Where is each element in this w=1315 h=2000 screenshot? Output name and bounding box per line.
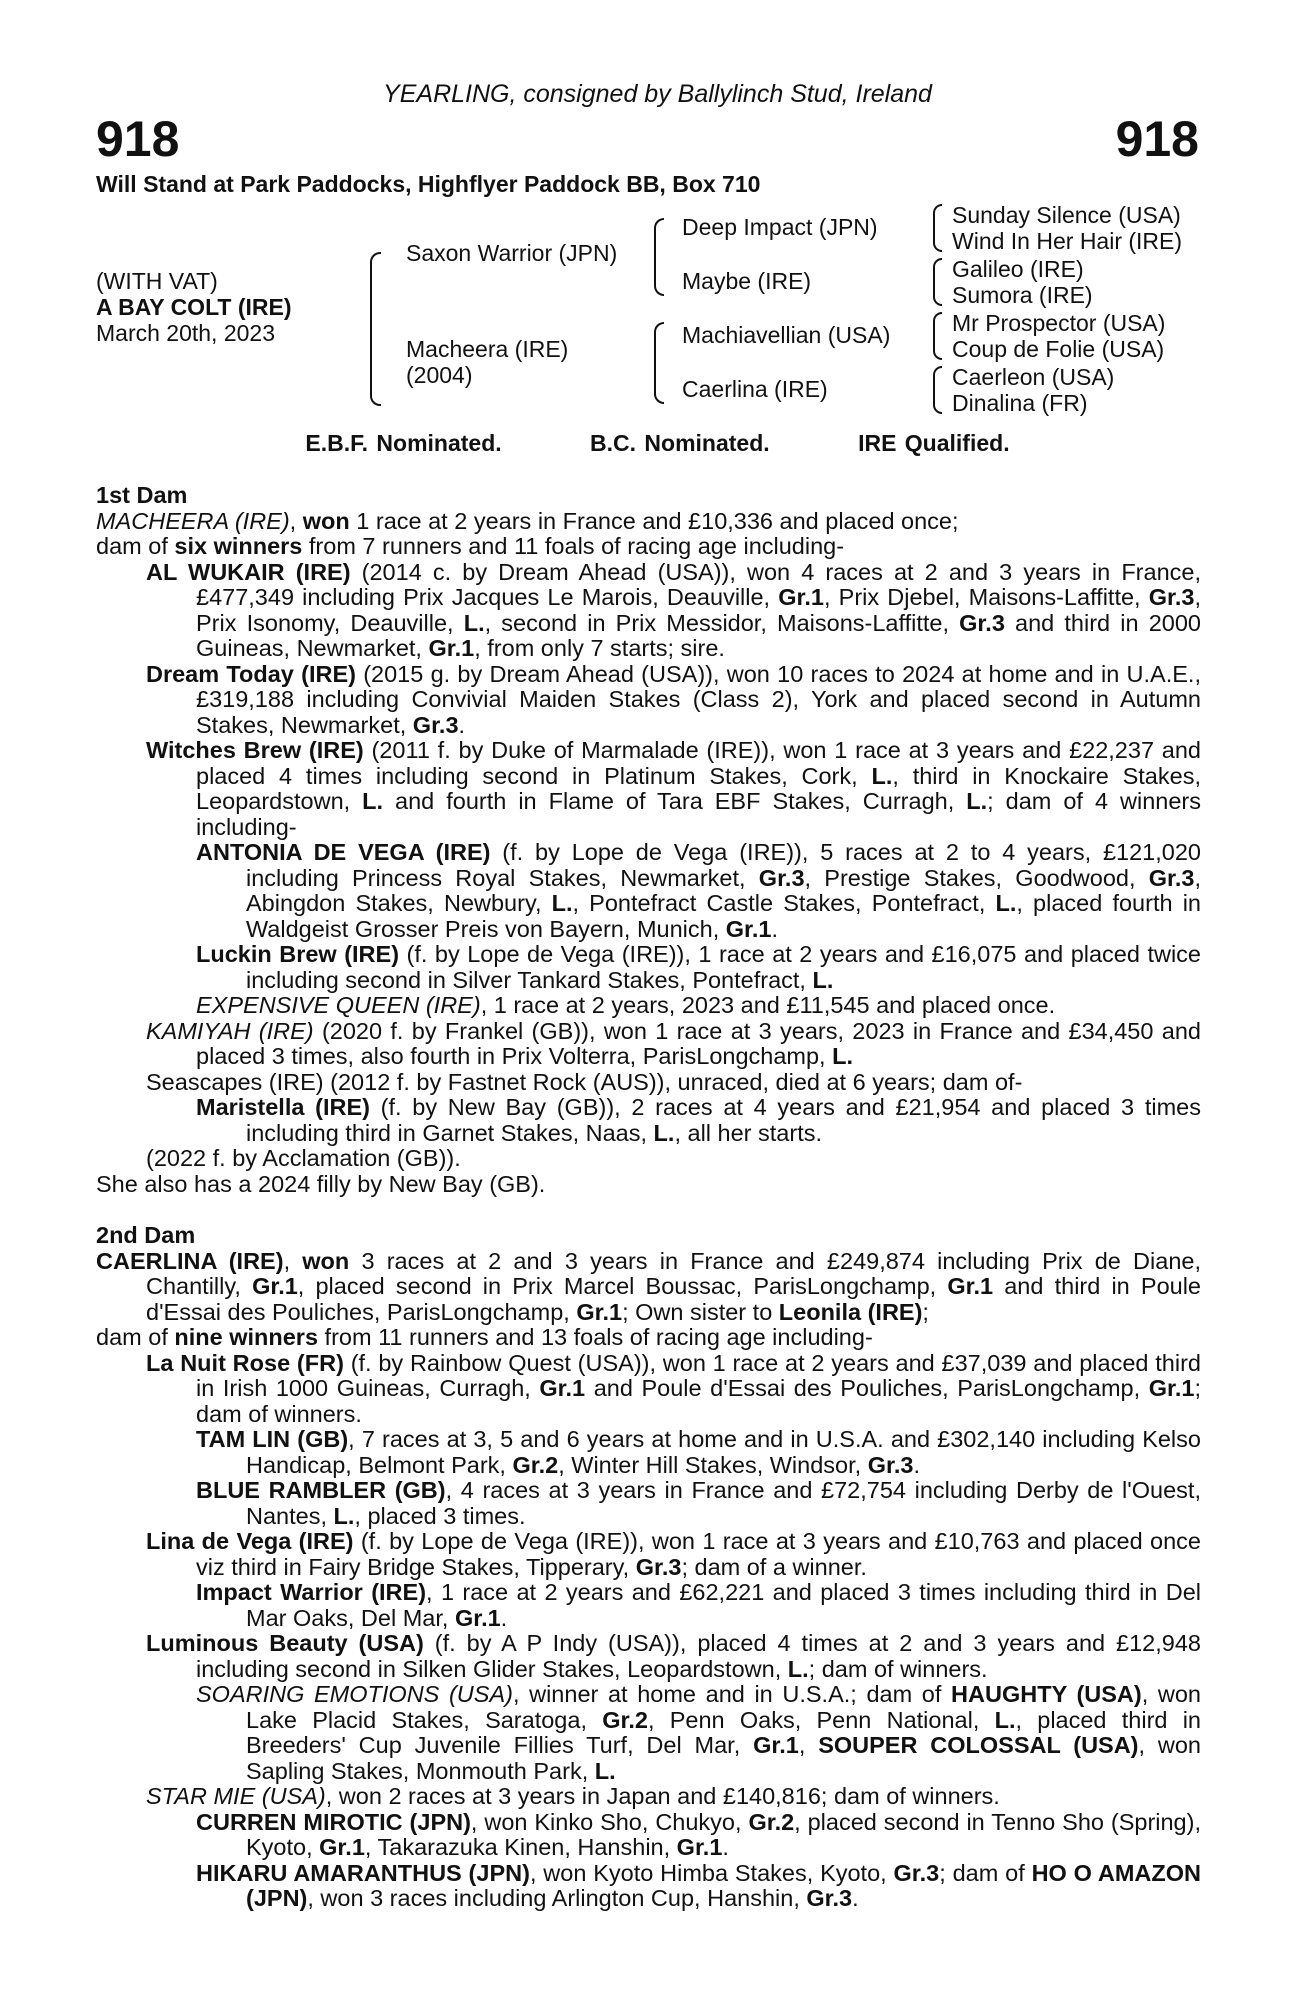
italic-text: SOARING EMOTIONS (USA) (196, 1681, 513, 1707)
text-run: Seascapes (IRE) (2012 f. by Fastnet Rock (AUS)), unraced, died at 6 years; dam of- (146, 1068, 1023, 1095)
text-run: (f. by Lope de Vega (IRE)), 5 races at 2 to 4 years, £121,020 including Princess Royal Stakes, Newmarket, (246, 839, 1201, 891)
ggp-3: Galileo (IRE) (952, 256, 1084, 282)
text-run: , 1 race at 2 years and £62,221 and placed 3 times including third in Del Mar Oaks, Del Mar, (246, 1579, 1201, 1631)
produce-entry (96, 738, 1201, 840)
bold-text: Gr.1 (252, 1273, 298, 1299)
produce-entry (96, 1529, 1201, 1580)
bold-text: Luminous Beauty (USA) (146, 1630, 424, 1656)
lot-number-right: 918 (1115, 111, 1199, 167)
text-run: , (289, 507, 303, 534)
text-run: , won Lake Placid Stakes, Saratoga, (246, 1681, 1201, 1733)
text-run: , won 3 races including Arlington Cup, Hanshin, (307, 1885, 807, 1911)
bold-text: AL WUKAIR (IRE) (146, 558, 351, 585)
text-run: , Abingdon Stakes, Newbury, (246, 864, 1201, 916)
bold-text: L. (966, 788, 988, 814)
text-run: She also has a 2024 filly by New Bay (GB). (96, 1170, 546, 1197)
grand-produce-entry (96, 1580, 1201, 1631)
bold-text: HAUGHTY (USA) (951, 1681, 1142, 1707)
text-run: ; Own sister to (622, 1298, 779, 1325)
bold-text: Luckin Brew (IRE) (196, 941, 400, 967)
italic-text: STAR MIE (USA) (146, 1783, 326, 1809)
text-run: , Prix Djebel, Maisons-Laffitte, (823, 584, 1149, 610)
bold-text: Gr.3 (1148, 584, 1195, 610)
grand-produce-entry (96, 840, 1201, 942)
bold-text: Gr.3 (412, 711, 459, 738)
text-run: , second in Prix Messidor, Maisons-Laffitte, (484, 609, 960, 636)
ggp-brace-3 (933, 312, 942, 360)
grand-produce-entry (96, 1478, 1201, 1529)
bold-text: L. (333, 1502, 355, 1529)
text-run: and fourth in Flame of Tara EBF Stakes, Curragh, (383, 788, 967, 814)
bold-text: nine winners (174, 1324, 319, 1350)
bold-text: L. (653, 1119, 675, 1146)
bold-text: ANTONIA DE VEGA (IRE) (196, 839, 491, 865)
text-run: , won Kinko Sho, Chukyo, (470, 1808, 749, 1835)
text-run: , from only 7 starts; sire. (474, 635, 725, 661)
bold-text: Gr.1 (319, 1834, 365, 1860)
grand-produce-entry (96, 1095, 1201, 1146)
text-run: , placed third in Breeders' Cup Juvenile Fillies Turf, Del Mar, (246, 1706, 1201, 1758)
text-run: ; dam of (939, 1859, 1032, 1886)
text-run: from 7 runners and 11 foals of racing age including- (302, 533, 845, 559)
ebf-nomination: E.B.F. Nominated. (305, 430, 502, 456)
text-run: (f. by Lope de Vega (IRE)), won 1 race at 3 years and £10,763 and placed once viz third in Fairy Bridge Stakes, Tipperary, (196, 1528, 1201, 1580)
bold-text: HIKARU AMARANTHUS (JPN) (196, 1859, 530, 1886)
pedigree-brace (370, 252, 381, 406)
lot-number-left: 918 (96, 111, 180, 167)
bold-text: HO O AMAZON (JPN) (246, 1859, 1202, 1911)
italic-text: EXPENSIVE QUEEN (IRE) (196, 992, 481, 1018)
text-run: ; (922, 1298, 929, 1325)
bold-text: Lina de Vega (IRE) (146, 1528, 354, 1554)
text-run: (2011 f. by Duke of Marmalade (IRE)), won 1 race at 3 years and £22,237 and placed 4 times including second in Platinum Stakes, Cork, (196, 737, 1202, 789)
bold-text: Gr.3 (635, 1553, 682, 1580)
bold-text: Gr.3 (867, 1451, 914, 1478)
grand-produce-entry (96, 1861, 1201, 1912)
second-dam-produce-summary (96, 1325, 1201, 1351)
stand-location: Will Stand at Park Paddocks, Highflyer Paddock BB, Box 710 (96, 171, 761, 197)
dam-brace (654, 322, 664, 404)
text-run: , Prix Isonomy, Deauville, (196, 584, 1202, 636)
text-run: , Takarazuka Kinen, Hanshin, (364, 1834, 677, 1860)
bold-text: L. (362, 788, 384, 814)
text-run: (2014 c. by Dream Ahead (USA)), won 4 races at 2 and 3 years in France, £477,349 including Prix Jacques Le Marois, Deauville, (196, 558, 1201, 610)
text-run: (f. by New Bay (GB)), 2 races at 4 years and £21,954 and placed 3 times including third in Garnet Stakes, Naas, (246, 1094, 1201, 1146)
dam-year: (2004) (406, 362, 473, 388)
bold-text: L. (463, 609, 485, 636)
bold-text: CURREN MIROTIC (JPN) (196, 1808, 471, 1835)
text-run: , all her starts. (674, 1119, 823, 1146)
bold-text: Gr.2 (748, 1808, 795, 1835)
text-run: , Penn Oaks, Penn National, (647, 1706, 995, 1733)
italic-text: MACHEERA (IRE) (96, 507, 290, 534)
catalogue-body (96, 483, 1201, 1912)
bold-text: CAERLINA (IRE) (96, 1247, 284, 1274)
produce-entry (96, 1146, 1201, 1172)
nominations (0, 430, 1315, 457)
bold-text: Gr.3 (893, 1859, 940, 1886)
bold-text: Leonila (IRE) (778, 1298, 923, 1325)
text-run: , Prestige Stakes, Goodwood, (804, 864, 1149, 891)
text-run: (f. by Rainbow Quest (USA)), won 1 race at 2 years and £37,039 and placed third in Irish 1000 Guineas, Curragh, (196, 1349, 1201, 1401)
text-run: , winner at home and in U.S.A.; dam of (512, 1681, 952, 1707)
produce-entry (96, 1631, 1201, 1682)
horse-name: A BAY COLT (IRE) (96, 294, 292, 320)
bold-text: L. (994, 1706, 1016, 1733)
text-run: , won 2 races at 3 years in Japan and £140,816; dam of winners. (325, 1783, 1000, 1809)
bold-text: Gr.1 (753, 1732, 799, 1758)
bold-text: L. (871, 762, 893, 789)
bold-text: L. (812, 966, 834, 993)
bold-text: La Nuit Rose (FR) (146, 1349, 344, 1376)
bold-text: Gr.1 (947, 1273, 994, 1299)
produce-entry (96, 1019, 1201, 1070)
text-run: . (913, 1451, 920, 1478)
produce-entry (96, 1070, 1201, 1096)
second-dam-heading: 2nd Dam (96, 1222, 196, 1248)
italic-text: KAMIYAH (IRE) (146, 1017, 314, 1044)
text-run: . (500, 1604, 508, 1631)
text-run: 1 race at 2 years in France and £10,336 and placed once; (349, 507, 959, 534)
text-run: , 1 race at 2 years, 2023 and £11,545 and placed once. (480, 992, 1056, 1018)
ggp-8: Dinalina (FR) (952, 390, 1088, 416)
text-run: (2022 f. by Acclamation (GB)). (146, 1145, 461, 1171)
bold-text: Impact Warrior (IRE) (196, 1579, 427, 1605)
text-run: , placed second in Tenno Sho (Spring), Kyoto, (246, 1808, 1201, 1860)
text-run: , (798, 1732, 819, 1758)
text-run: ; dam of a winner. (681, 1553, 867, 1580)
text-run: (f. by A P Indy (USA)), placed 4 times at 2 and 3 years and £12,948 including second in Silken Glider Stakes, Leopardstown, (196, 1630, 1201, 1682)
bold-text: Gr.3 (758, 864, 805, 891)
text-run: , 4 races at 3 years in France and £72,754 including Derby de l'Ouest, Nantes, (246, 1477, 1201, 1529)
ggp-brace-2 (933, 258, 942, 306)
bold-text: L. (594, 1757, 616, 1784)
second-dam-record (96, 1249, 1201, 1326)
vat-note: (WITH VAT) (96, 268, 218, 294)
text-run: and third in Poule d'Essai des Pouliches, ParisLongchamp, (146, 1273, 1202, 1325)
ire-qualified: IRE Qualified. (858, 430, 1010, 456)
first-dam-heading: 1st Dam (96, 482, 188, 508)
bold-text: Gr.3 (806, 1885, 853, 1911)
produce-note (96, 1172, 1201, 1198)
grand-produce-entry (96, 1682, 1201, 1784)
ggp-5: Mr Prospector (USA) (952, 310, 1166, 336)
bold-text: Witches Brew (IRE) (146, 737, 364, 763)
bc-nomination: B.C. Nominated. (590, 430, 770, 456)
bold-text: Gr.3 (1148, 864, 1195, 891)
ggp-2: Wind In Her Hair (IRE) (952, 228, 1183, 254)
sire-dam: Maybe (IRE) (682, 268, 812, 294)
text-run: ; dam of winners. (808, 1655, 988, 1682)
text-run: dam of (96, 1324, 175, 1350)
text-run: , placed fourth in Waldgeist Grosser Preis von Bayern, Munich, (246, 890, 1201, 942)
grand-produce-entry (96, 1427, 1201, 1478)
grand-produce-entry (96, 1810, 1201, 1861)
text-run: 3 races at 2 and 3 years in France and £249,874 including Prix de Diane, Chantilly, (146, 1247, 1201, 1299)
ggp-brace-4 (933, 366, 942, 414)
sire-sire: Deep Impact (JPN) (682, 214, 878, 240)
text-run: , Winter Hill Stakes, Windsor, (558, 1451, 868, 1478)
ggp-1: Sunday Silence (USA) (952, 202, 1181, 228)
bold-text: Gr.2 (512, 1451, 559, 1478)
bold-text: six winners (174, 533, 303, 559)
bold-text: L. (787, 1655, 809, 1682)
bold-text: TAM LIN (GB) (196, 1426, 349, 1452)
text-run: . (771, 915, 779, 942)
ggp-7: Caerleon (USA) (952, 364, 1115, 390)
grand-produce-entry (96, 993, 1201, 1019)
bold-text: Gr.1 (725, 915, 772, 942)
text-run: . (852, 1885, 859, 1911)
sire-brace (654, 218, 664, 296)
ggp-brace-1 (933, 204, 942, 252)
bold-text: Maristella (IRE) (196, 1094, 370, 1120)
bold-text: Gr.1 (778, 584, 824, 610)
ggp-4: Sumora (IRE) (952, 282, 1093, 308)
bold-text: Gr.1 (539, 1375, 586, 1401)
text-run: and Poule d'Essai des Pouliches, ParisLongchamp, (585, 1375, 1149, 1401)
bold-text: Gr.1 (454, 1604, 501, 1631)
bold-text: BLUE RAMBLER (GB) (196, 1477, 446, 1503)
dam-dam: Caerlina (IRE) (682, 376, 828, 402)
text-run: , third in Knockaire Stakes, Leopardstown, (196, 762, 1201, 814)
produce-entry (96, 1351, 1201, 1428)
foaling-date: March 20th, 2023 (96, 320, 276, 346)
text-run: , placed 3 times. (354, 1502, 526, 1529)
text-run: (2015 g. by Dream Ahead (USA)), won 10 races to 2024 at home and in U.A.E., £319,188 including Convivial Maiden Stakes (Class 2), York and placed second in Autumn Stakes, Newmarket, (196, 660, 1201, 738)
bold-text: Gr.1 (576, 1298, 623, 1325)
text-run: , (283, 1247, 303, 1274)
first-dam-produce-summary (96, 534, 1201, 560)
bold-text: L. (551, 890, 573, 916)
text-run: from 11 runners and 13 foals of racing age including- (318, 1324, 873, 1350)
text-run: ; dam of 4 winners including- (196, 788, 1201, 840)
text-run: (f. by Lope de Vega (IRE)), 1 race at 2 years and £16,075 and placed twice including second in Silver Tankard Stakes, Pontefract, (246, 941, 1201, 993)
text-run: , won Kyoto Himba Stakes, Kyoto, (529, 1859, 894, 1886)
bold-text: Gr.1 (676, 1834, 723, 1860)
text-run: , placed second in Prix Marcel Boussac, ParisLongchamp, (297, 1273, 948, 1299)
sire: Saxon Warrior (JPN) (406, 240, 618, 266)
bold-text: Gr.3 (959, 609, 1005, 636)
bold-text: Gr.1 (1148, 1375, 1195, 1401)
first-dam-record (96, 509, 1201, 535)
bold-text: won (302, 507, 350, 534)
produce-entry (96, 662, 1201, 739)
produce-entry (96, 560, 1201, 662)
ggp-6: Coup de Folie (USA) (952, 336, 1165, 362)
dam: Macheera (IRE) (406, 336, 569, 362)
bold-text: SOUPER COLOSSAL (USA) (818, 1732, 1139, 1758)
text-run: , Pontefract Castle Stakes, Pontefract, (572, 890, 996, 916)
grand-produce-entry (96, 942, 1201, 993)
bold-text: Gr.2 (602, 1706, 648, 1733)
text-run: dam of (96, 533, 175, 559)
text-run: . (458, 711, 466, 738)
bold-text: L. (832, 1043, 854, 1069)
text-run: , won Sapling Stakes, Monmouth Park, (246, 1732, 1201, 1784)
dam-sire: Machiavellian (USA) (682, 322, 891, 348)
bold-text: Gr.1 (428, 635, 475, 661)
text-run: . (722, 1834, 729, 1860)
text-run: ; dam of winners. (196, 1375, 1201, 1427)
text-run: (2020 f. by Frankel (GB)), won 1 race at 3 years, 2023 in France and £34,450 and placed 3 times, also fourth in Prix Volterra, ParisLongchamp, (196, 1017, 1201, 1069)
bold-text: won (302, 1247, 350, 1274)
bold-text: Dream Today (IRE) (146, 660, 356, 687)
produce-entry (96, 1784, 1201, 1810)
bold-text: L. (995, 890, 1017, 916)
text-run: , 7 races at 3, 5 and 6 years at home and in U.S.A. and £302,140 including Kelso Handicap, Belmont Park, (246, 1426, 1201, 1478)
consignment-line: YEARLING, consigned by Ballylinch Stud, Ireland (383, 80, 932, 108)
text-run: and third in 2000 Guineas, Newmarket, (196, 609, 1201, 661)
